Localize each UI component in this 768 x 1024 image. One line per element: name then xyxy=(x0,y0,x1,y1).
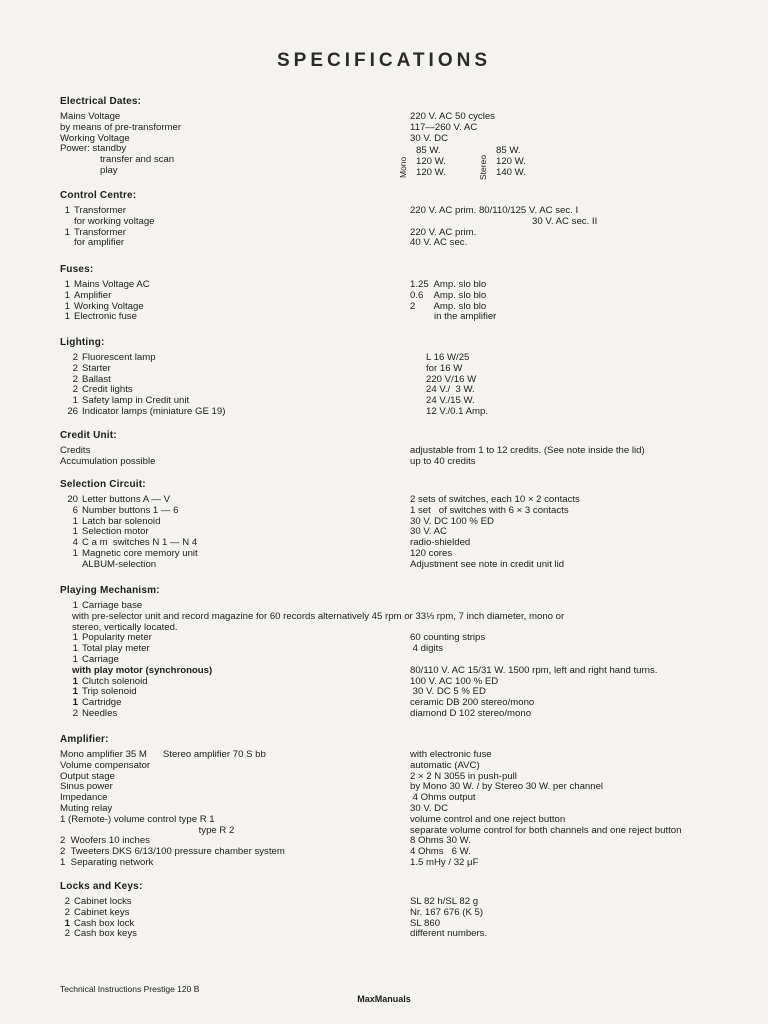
spec-label: Volume compensator xyxy=(60,759,151,771)
section-heading: Electrical Dates: xyxy=(60,96,142,107)
spec-value: SL 82 h/SL 82 g xyxy=(410,896,479,907)
spec-row xyxy=(60,280,728,291)
spec-value: up to 40 credits xyxy=(410,455,476,467)
spec-label: 1 Transformer xyxy=(64,226,126,238)
spec-value: 0.6 Amp. slo blo xyxy=(410,289,487,301)
spec-row xyxy=(60,750,728,761)
spec-label: 1 Cash box lock xyxy=(64,917,135,929)
spec-value: radio-shielded xyxy=(410,537,471,549)
spec-label: for working voltage xyxy=(74,215,155,227)
spec-label: 2 Starter xyxy=(72,362,111,374)
mono-value: 85 W. xyxy=(416,145,441,156)
spec-label: 20 Letter buttons A — V xyxy=(67,494,170,505)
spec-label: 2 Ballast xyxy=(72,373,111,385)
spec-value: adjustable from 1 to 12 credits. (See note inside the lid) xyxy=(410,445,645,456)
spec-row xyxy=(60,709,728,720)
section-heading: Credit Unit: xyxy=(60,430,117,441)
spec-label: 26 Indicator lamps (miniature GE 19) xyxy=(67,405,226,417)
spec-label: 2 Needles xyxy=(72,707,118,719)
footer-source: MaxManuals xyxy=(357,994,411,1004)
spec-label: for amplifier xyxy=(74,237,125,249)
spec-label: 6 Number buttons 1 — 6 xyxy=(72,504,179,516)
spec-label: transfer and scan xyxy=(100,154,175,166)
spec-row xyxy=(60,919,728,930)
spec-row xyxy=(60,761,728,772)
spec-value: SL 860 xyxy=(410,917,441,929)
spec-value: in the amplifier xyxy=(410,311,497,323)
spec-value: 4 Ohms 6 W. xyxy=(410,846,471,858)
spec-label: 1 Trip solenoid xyxy=(72,686,137,698)
spec-label: ALBUM-selection xyxy=(82,558,157,570)
mono-label: Mono xyxy=(398,156,408,178)
spec-label: Accumulation possible xyxy=(60,455,156,467)
section-heading: Control Centre: xyxy=(60,190,137,201)
spec-label: Muting relay xyxy=(60,802,113,814)
spec-label: 2 Cash box keys xyxy=(64,928,137,940)
spec-value: 2 sets of switches, each 10 × 2 contacts xyxy=(410,494,580,505)
spec-label: Power: standby xyxy=(60,143,127,155)
spec-value: 220 V. AC prim. 80/110/125 V. AC sec. I xyxy=(410,205,579,216)
spec-label: 2 Cabinet keys xyxy=(64,906,130,918)
spec-row xyxy=(60,908,728,919)
spec-value: 120 cores xyxy=(410,547,453,559)
spec-label: 1 Safety lamp in Credit unit xyxy=(72,395,190,407)
spec-label: with play motor (synchronous) xyxy=(72,664,213,676)
spec-row xyxy=(60,238,728,249)
spec-row xyxy=(60,217,728,228)
stereo-value: 85 W. xyxy=(496,145,521,156)
stereo-value: 140 W. xyxy=(496,166,526,178)
spec-row xyxy=(60,698,728,709)
spec-row xyxy=(60,826,728,837)
spec-row xyxy=(60,364,728,375)
spec-value: 2 Amp. slo blo xyxy=(410,300,487,312)
spec-value: 80/110 V. AC 15/31 W. 1500 rpm, left and right hand turns. xyxy=(410,664,658,676)
spec-row xyxy=(60,446,728,457)
stereo-value: 120 W. xyxy=(496,155,526,167)
spec-label: play xyxy=(100,164,118,176)
spec-row xyxy=(60,375,728,386)
section-heading: Locks and Keys: xyxy=(60,881,143,892)
spec-value: for 16 W xyxy=(426,362,463,374)
spec-row xyxy=(60,312,728,323)
spec-label: 2 Credit lights xyxy=(72,384,133,396)
spec-label: type R 2 xyxy=(60,824,235,836)
spec-value: diamond D 102 stereo/mono xyxy=(410,707,532,719)
spec-row xyxy=(60,858,728,869)
spec-row xyxy=(60,633,728,644)
spec-label: 2 Fluorescent lamp xyxy=(72,352,156,363)
spec-row xyxy=(60,782,728,793)
spec-label: Mono amplifier 35 M Stereo amplifier 70 S bb xyxy=(60,749,266,760)
spec-label: 1 Working Voltage xyxy=(64,300,144,312)
spec-label: 1 Latch bar solenoid xyxy=(72,515,161,527)
section-credit-unit xyxy=(60,430,728,468)
spec-row xyxy=(60,644,728,655)
section-control-centre xyxy=(60,190,728,249)
spec-value: ceramic DB 200 stereo/mono xyxy=(410,697,535,709)
spec-value: 220 V. AC 50 cycles xyxy=(410,111,495,122)
spec-value: 8 Ohms 30 W. xyxy=(410,835,471,847)
spec-value: 220 V. AC prim. xyxy=(410,226,477,238)
spec-row xyxy=(60,677,728,688)
spec-value: 30 V. AC sec. II xyxy=(532,215,598,227)
spec-label: 1 Popularity meter xyxy=(72,632,152,644)
spec-value: volume control and one reject button xyxy=(410,813,566,825)
spec-row xyxy=(60,772,728,783)
spec-value: 100 V. AC 100 % ED xyxy=(410,675,499,687)
spec-value: 30 V. DC xyxy=(410,132,449,144)
spec-value: 24 V./15 W. xyxy=(426,395,475,407)
section-selection-circuit xyxy=(60,479,728,571)
spec-row xyxy=(60,612,728,623)
spec-label: Working Voltage xyxy=(60,132,130,144)
spec-value: L 16 W/25 xyxy=(426,352,470,363)
spec-row xyxy=(60,897,728,908)
spec-value: 30 V. DC 100 % ED xyxy=(410,515,494,527)
section-locks-and-keys xyxy=(60,881,728,940)
stereo-power-values xyxy=(496,146,526,178)
spec-value: Adjustment see note in credit unit lid xyxy=(410,558,565,570)
spec-label: 2 Cabinet locks xyxy=(64,896,132,907)
carriage-description: with pre-selector unit and record magazine for 60 records alternatively 45 rpm or 33⅓ rpm, 7 inch diameter, mono or xyxy=(72,610,565,622)
section-heading: Lighting: xyxy=(60,337,105,348)
spec-row xyxy=(60,560,728,571)
spec-label: 1 Mains Voltage AC xyxy=(64,279,150,290)
spec-label: 4 C a m switches N 1 — N 4 xyxy=(72,537,198,549)
spec-label: by means of pre-transformer xyxy=(60,121,182,133)
spec-value: 60 counting strips xyxy=(410,632,486,644)
spec-value: different numbers. xyxy=(410,928,488,940)
spec-value: 4 digits xyxy=(410,643,444,655)
spec-row xyxy=(60,929,728,940)
spec-row xyxy=(60,228,728,239)
footer-document-title: Technical Instructions Prestige 120 B xyxy=(60,984,200,994)
spec-label: 1 Separating network xyxy=(60,856,154,868)
spec-value: 30 V. DC xyxy=(410,802,449,814)
section-fuses xyxy=(60,264,728,323)
spec-value: 30 V. AC xyxy=(410,526,447,538)
spec-value: 1.5 mHy / 32 μF xyxy=(410,856,479,868)
spec-row xyxy=(60,623,728,634)
spec-value: 30 V. DC 5 % ED xyxy=(410,686,486,698)
mono-power-values xyxy=(416,146,446,178)
spec-row xyxy=(60,549,728,560)
spec-value: 1.25 Amp. slo blo xyxy=(410,279,487,290)
spec-row xyxy=(60,353,728,364)
section-heading: Amplifier: xyxy=(60,734,109,745)
section-lighting xyxy=(60,337,728,418)
spec-label: 1 Total play meter xyxy=(72,643,150,655)
spec-row xyxy=(60,847,728,858)
spec-row xyxy=(60,666,728,677)
mono-value: 120 W. xyxy=(416,155,446,167)
spec-row xyxy=(60,291,728,302)
section-heading: Playing Mechanism: xyxy=(60,585,160,596)
spec-value: by Mono 30 W. / by Stereo 30 W. per channel xyxy=(410,781,604,793)
spec-label: 2 Tweeters DKS 6/13/100 pressure chamber system xyxy=(60,846,285,858)
spec-label: Mains Voltage xyxy=(60,111,121,122)
spec-value: separate volume control for both channels and one reject button xyxy=(410,824,682,836)
spec-row xyxy=(60,302,728,313)
spec-row xyxy=(60,517,728,528)
spec-value: 2 × 2 N 3055 in push-pull xyxy=(410,770,517,782)
spec-label: 1 Carriage xyxy=(72,653,119,665)
spec-row xyxy=(60,123,728,134)
spec-value: 4 Ohms output xyxy=(410,792,476,804)
spec-label: 2 Woofers 10 inches xyxy=(60,835,150,847)
spec-label: 1 Transformer xyxy=(64,205,126,216)
spec-row xyxy=(60,206,728,217)
spec-value: 117—260 V. AC xyxy=(410,121,478,133)
spec-value: 220 V/16 W xyxy=(426,373,477,385)
spec-row xyxy=(60,134,728,145)
section-amplifier xyxy=(60,734,728,869)
spec-value: with electronic fuse xyxy=(410,749,492,760)
mono-value: 120 W. xyxy=(416,166,446,178)
page-title: SPECIFICATIONS xyxy=(277,50,491,71)
spec-value: 24 V./ 3 W. xyxy=(426,384,475,396)
section-heading: Fuses: xyxy=(60,264,94,275)
spec-label: Impedance xyxy=(60,792,108,804)
spec-label: 1 Selection motor xyxy=(72,526,149,538)
spec-label: 1 Magnetic core memory unit xyxy=(72,547,198,559)
section-heading: Selection Circuit: xyxy=(60,479,146,490)
spec-label: 1 Amplifier xyxy=(64,289,112,301)
spec-label: 1 Carriage base xyxy=(72,600,143,611)
section-electrical xyxy=(60,96,728,180)
spec-row xyxy=(60,166,728,177)
spec-row xyxy=(60,815,728,826)
spec-label: Credits xyxy=(60,445,91,456)
stereo-label: Stereo xyxy=(478,154,488,180)
spec-label: 1 Cartridge xyxy=(72,697,122,709)
spec-value: 1 set of switches with 6 × 3 contacts xyxy=(410,504,569,516)
spec-row xyxy=(60,687,728,698)
spec-row xyxy=(60,457,728,468)
spec-row xyxy=(60,407,728,418)
spec-label: 1 Clutch solenoid xyxy=(72,675,148,687)
spec-row xyxy=(60,155,728,166)
spec-label: Output stage xyxy=(60,770,115,782)
section-playing-mechanism xyxy=(60,585,728,720)
spec-label: Sinus power xyxy=(60,781,113,793)
spec-value: 12 V./0.1 Amp. xyxy=(426,405,489,417)
carriage-description-cont: stereo, vertically located. xyxy=(72,621,178,633)
spec-label: 1 Electronic fuse xyxy=(64,311,137,323)
spec-value: 40 V. AC sec. xyxy=(410,237,468,249)
spec-label: 1 (Remote-) volume control type R 1 xyxy=(60,813,215,825)
spec-value: automatic (AVC) xyxy=(410,759,480,771)
spec-row xyxy=(60,793,728,804)
spec-value: Nr. 167 676 (K 5) xyxy=(410,906,484,918)
